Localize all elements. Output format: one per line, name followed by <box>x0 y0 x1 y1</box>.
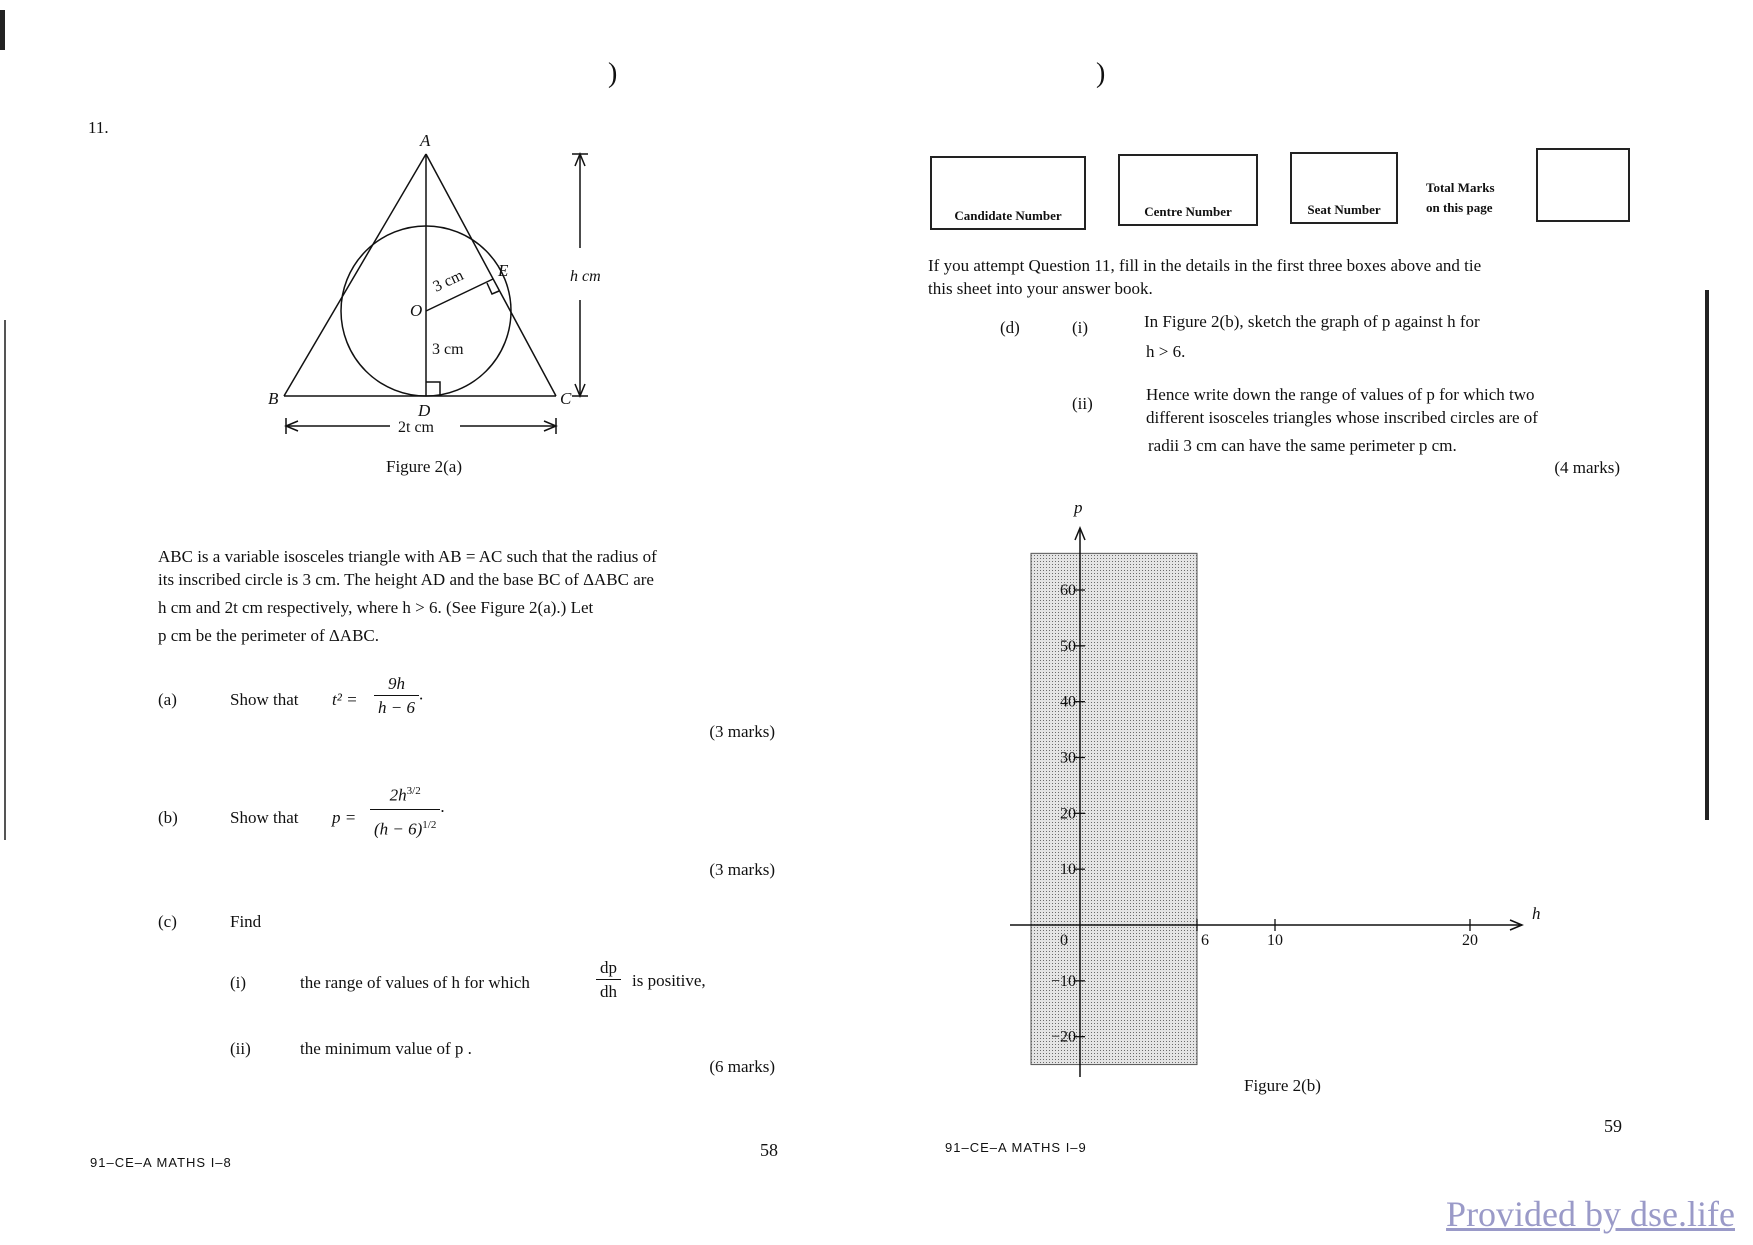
question-number: 11. <box>88 118 109 137</box>
part-d-i-line-1: In Figure 2(b), sketch the graph of p against h for <box>1144 312 1480 331</box>
y-tick-label-60: 60 <box>1060 582 1076 599</box>
part-d-ii-line-2: different isosceles triangles whose inscribed circles are of <box>1146 408 1538 427</box>
seat-number-label: Seat Number <box>1307 202 1381 217</box>
label-height: h cm <box>570 268 601 285</box>
figure-2a <box>250 128 630 458</box>
scan-edge-left-lower <box>4 320 6 840</box>
part-c-ii-label: (ii) <box>230 1039 251 1058</box>
label-b: B <box>268 389 279 408</box>
figure-2b-graph[interactable] <box>1010 495 1630 1095</box>
part-d-ii-label: (ii) <box>1072 394 1093 413</box>
x-tick-label-20: 20 <box>1462 932 1478 949</box>
label-e: E <box>498 261 509 280</box>
y-tick-label--10: −10 <box>1050 972 1076 990</box>
part-c-i-fraction <box>596 956 621 1003</box>
watermark: Provided by dse.life <box>1446 1194 1735 1234</box>
label-d: D <box>418 401 431 420</box>
part-a-den: h − 6 <box>378 698 415 717</box>
part-d-ii-line-3: radii 3 cm can have the same perimeter p cm. <box>1148 436 1457 455</box>
x-tick-label-6: 6 <box>1201 932 1209 949</box>
scan-edge-right <box>1705 290 1709 820</box>
figure-2b-caption: Figure 2(b) <box>1244 1076 1321 1095</box>
x-tick-label-0: 0 <box>1060 932 1068 949</box>
part-b-fraction: $\frac{2h^{3/2}}{(h - 6)^{1/2}}$ . <box>370 776 445 840</box>
centre-number-box[interactable] <box>1118 154 1258 226</box>
side-ab <box>284 154 426 396</box>
part-a-marks: (3 marks) <box>709 722 775 741</box>
part-d-marks: (4 marks) <box>1554 458 1620 477</box>
stray-mark-left: ) <box>608 58 618 89</box>
part-d-i-line-2: h > 6. <box>1146 342 1186 361</box>
candidate-number-label: Candidate Number <box>954 208 1062 223</box>
part-b-text: Show that <box>230 808 299 827</box>
x-tick-label-10: 10 <box>1267 932 1283 949</box>
part-c-i-tail: is positive, <box>632 971 706 990</box>
part-a-text: Show that <box>230 690 299 709</box>
part-c-marks: (6 marks) <box>709 1057 775 1076</box>
part-b-lhs: p = <box>332 808 357 827</box>
scan-edge-left <box>0 10 5 50</box>
intro-line-4: p cm be the perimeter of ΔABC. <box>158 626 380 645</box>
y-tick-label-30: 30 <box>1060 749 1076 767</box>
y-tick-label-50: 50 <box>1060 637 1076 655</box>
part-a-label: (a) <box>158 690 177 709</box>
centre-number-label: Centre Number <box>1144 204 1232 219</box>
total-marks-label-1: Total Marks <box>1426 180 1495 195</box>
right-footer: 91–CE–A MATHS I–9 <box>945 1140 1087 1155</box>
y-tick-label--20: −20 <box>1050 1028 1076 1046</box>
y-tick-label-40: 40 <box>1060 693 1076 711</box>
intro-line-2: its inscribed circle is 3 cm. The height AD and the base BC of ΔABC are <box>158 570 654 589</box>
label-radius-oe: 3 cm <box>430 266 467 296</box>
total-marks-label-2: on this page <box>1426 200 1493 215</box>
part-b-marks: (3 marks) <box>709 860 775 879</box>
label-base: 2t cm <box>398 419 434 436</box>
y-tick-label-20: 20 <box>1060 805 1076 823</box>
part-c-label: (c) <box>158 912 177 931</box>
label-a: A <box>420 131 431 150</box>
left-footer: 91–CE–A MATHS I–8 <box>90 1155 232 1170</box>
seat-number-box[interactable] <box>1290 152 1398 224</box>
part-c-i-den: dh <box>600 982 617 1001</box>
right-angle-d <box>426 382 440 396</box>
right-page-number: 59 <box>1604 1116 1622 1136</box>
part-c-ii-text: the minimum value of p . <box>300 1039 472 1058</box>
part-a-num: 9h <box>374 672 419 696</box>
part-c-i-text: the range of values of h for which <box>300 973 530 992</box>
part-a-lhs: t² = <box>332 690 358 709</box>
part-d-ii-line-1: Hence write down the range of values of p for which two <box>1146 385 1535 404</box>
total-marks-box[interactable] <box>1536 148 1630 222</box>
part-d-label: (d) <box>1000 318 1020 337</box>
stray-mark-right: ) <box>1096 58 1106 89</box>
part-c-i-num: dp <box>596 956 621 980</box>
label-radius-od: 3 cm <box>432 341 464 358</box>
x-axis-label: h <box>1532 904 1541 923</box>
part-a-fraction: $\frac{9h}{h - 6}$ . <box>374 672 423 719</box>
instruction-line-1: If you attempt Question 11, fill in the details in the first three boxes above and tie <box>928 256 1482 275</box>
label-c: C <box>560 389 572 408</box>
part-b-num-exp: 3/2 <box>406 785 421 797</box>
figure-2a-caption: Figure 2(a) <box>386 457 463 476</box>
part-d-i-label: (i) <box>1072 318 1089 337</box>
right-angle-e <box>487 283 499 294</box>
part-b-den-exp: 1/2 <box>422 818 437 831</box>
intro-line-3: h cm and 2t cm respectively, where h > 6. (See Figure 2(a).) Let <box>158 598 594 617</box>
instruction-line-2: this sheet into your answer book. <box>928 279 1153 298</box>
candidate-number-box[interactable] <box>930 156 1086 230</box>
part-b-label: (b) <box>158 808 178 827</box>
y-axis-label: p <box>1074 498 1083 517</box>
left-page-number: 58 <box>760 1140 778 1160</box>
label-o: O <box>410 301 423 320</box>
y-tick-label-10: 10 <box>1060 861 1076 879</box>
part-c-text: Find <box>230 912 262 931</box>
intro-line-1: ABC is a variable isosceles triangle with AB = AC such that the radius of <box>158 547 657 566</box>
part-b-num: 2h <box>389 785 407 805</box>
part-c-i-label: (i) <box>230 973 247 992</box>
part-b-den: (h − 6) <box>374 819 423 839</box>
